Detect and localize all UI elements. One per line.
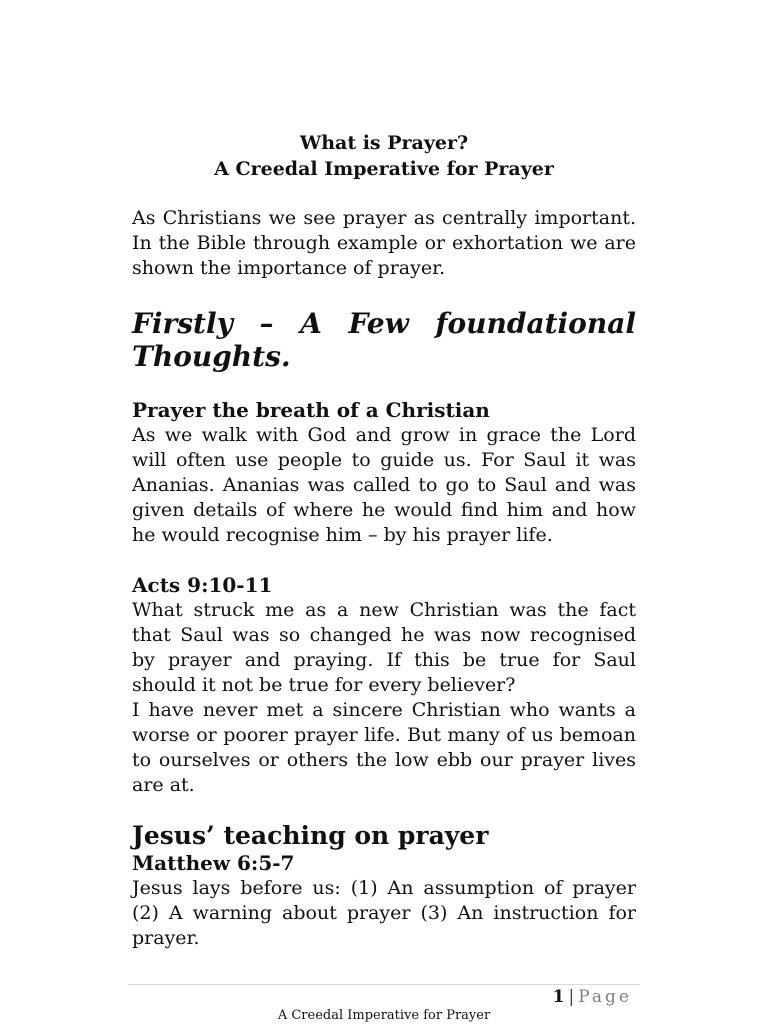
title-line-2: A Creedal Imperative for Prayer	[214, 158, 554, 180]
subsection-breath	[132, 398, 636, 548]
title-line-1: What is Prayer?	[299, 132, 469, 154]
page-word: Page	[578, 987, 632, 1007]
paragraph-jesus-lays: Jesus lays before us: (1) An assumption of prayer (2) A warning about prayer (3) An instruction for prayer.	[132, 877, 636, 949]
subsection-acts	[132, 573, 636, 798]
page-number-value: 1	[552, 987, 565, 1007]
page-number	[553, 986, 632, 1008]
subheading-breath-of-christian: Prayer the breath of a Christian	[132, 398, 490, 422]
paragraph-ananias: As we walk with God and grow in grace the Lord will often use people to guide us. For Saul it was Ananias. Ananias was called to go to Saul and was given details of where he would find him and how he would recognise him – by his prayer life.	[132, 424, 636, 546]
intro-paragraph: As Christians we see prayer as centrally important. In the Bible through example or exhortation we are shown the importance of prayer.	[132, 207, 636, 279]
subheading-matthew-reference: Matthew 6:5-7	[132, 851, 295, 875]
section-1	[132, 307, 636, 373]
footer-divider	[128, 984, 640, 985]
paragraph-saul-changed: What struck me as a new Christian was the fact that Saul was so changed he was now recognised by prayer and praying. If this be true for Saul should it not be true for every believer?	[132, 599, 636, 696]
section-heading-foundational: Firstly – A Few foundational Thoughts.	[132, 307, 636, 373]
section-heading-jesus-teaching: Jesus’ teaching on prayer	[132, 821, 489, 850]
intro-block	[132, 206, 636, 281]
document-title	[132, 130, 636, 182]
subheading-acts-reference: Acts 9:10-11	[132, 573, 273, 597]
paragraph-sincere-christian: I have never met a sincere Christian who wants a worse or poorer prayer life. But many of us bemoan to ourselves or others the low ebb our prayer lives are at.	[132, 699, 636, 796]
page-number-separator: |	[568, 987, 575, 1007]
footer-running-title: A Creedal Imperative for Prayer	[277, 1008, 491, 1023]
section-2	[132, 821, 636, 951]
